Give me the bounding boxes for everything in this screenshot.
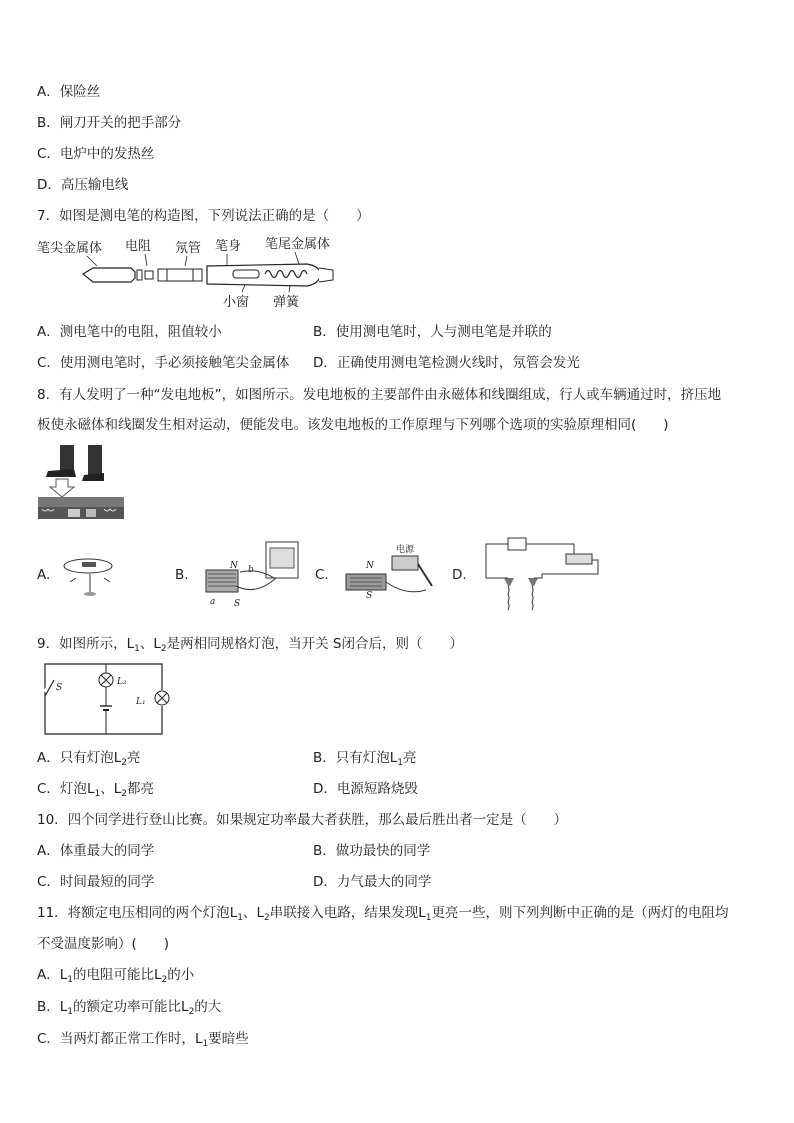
q9-circuit-diagram [40,662,170,736]
label-window: 小窗 [223,295,250,310]
q11-b-l2: L [181,999,189,1015]
q8-option-d: D. [452,567,467,583]
q11-c-l1: L [194,1031,203,1047]
q9-sub-2: 2 [160,644,167,654]
q11-sub1b: 1 [425,913,432,923]
q7-option-b: B．使用测电笔时，人与测电笔是并联的 [313,324,552,340]
q11-a-post: 的电阻可能比 [73,967,155,983]
q11-sub1: 1 [237,913,243,923]
q9-b-lamp-letter: L [389,750,398,766]
q9-c-post: 都亮 [126,781,154,797]
q10-option-c: C．时间最短的同学 [37,874,155,890]
q8-stem-line2: 板使永磁体和线圈发生相对运动，便能发电。该发电地板的工作原理与下列哪个选项的实验原理相同( ) [37,417,669,433]
test-pencil-figure [37,232,347,314]
q9-stem [37,635,463,658]
q11-b-sub2: 2 [188,1007,195,1017]
q9-a-pre: A．只有灯泡 [37,750,114,766]
fig-c-label-s: S [366,591,373,601]
circuit-label-l1: L₁ [136,697,146,707]
fig-b-label-n: N [230,561,238,571]
label-tail-metal: 笔尾金属体 [265,237,331,252]
q11-a-sub1: 1 [67,975,74,985]
generator-floor-figure [38,443,124,521]
q8-stem-line1: 8．有人发明了一种“发电地板”，如图所示。发电地板的主要部件由永磁体和线圈组成，行人或车辆通过时，挤压地 [37,387,722,403]
q8-figure-a [60,552,120,600]
q7-option-a: A．测电笔中的电阻，阻值较小 [37,324,222,340]
q9-c-sep: 、 [100,781,114,797]
q11-a-end: 的小 [167,967,195,983]
fig-b-label-b: b [248,565,254,575]
q9-sub-1: 1 [134,644,140,654]
q9-a-sub: 2 [121,758,128,768]
q11-c-sub1: 1 [202,1039,209,1049]
q9-b-bright: 亮 [403,750,417,766]
q9-a-bright: 亮 [127,750,141,766]
q6-option-a: A．保险丝 [37,84,101,100]
q9-option-d: D．电源短路烧毁 [313,781,418,797]
q10-option-a: A．体重最大的同学 [37,843,155,859]
q9-option-b [313,749,417,772]
q11-option-a [37,966,194,989]
q11-l1: L [229,905,238,921]
q9-stem-post: 是两相同规格灯泡，当开关 S闭合后，则（ ） [166,636,463,652]
q11-b-l1: L [59,999,68,1015]
q11-stem-line1 [37,904,728,927]
q11-l2: L [256,905,264,921]
q9-c-l1: L [86,781,95,797]
q11-option-c [37,1030,249,1053]
q9-b-pre: B．只有灯泡 [313,750,390,766]
fig-c-label-power: 电源 [396,545,415,555]
q11-l1b: L [418,905,426,921]
q8-option-b: B. [175,567,189,583]
circuit-label-l2: L₂ [117,677,127,687]
q11-a-l2: L [154,967,162,983]
q11-option-b [37,998,221,1021]
q11-b-sub1: 1 [67,1007,74,1017]
q9-b-sub: 1 [397,758,404,768]
q11-sep: 、 [242,905,257,921]
q6-option-c: C．电炉中的发热丝 [37,146,155,162]
q9-c-sub1: 1 [94,789,101,799]
q9-a-lamp-letter: L [113,750,122,766]
circuit-label-s: S [56,683,63,693]
q6-option-d: D．高压输电线 [37,177,129,193]
q9-option-c [37,780,154,803]
q11-b-end: 的大 [194,999,222,1015]
q11-b-post: 的额定功率可能比 [73,999,182,1015]
label-neon: 氖管 [175,241,202,256]
q11-stem-post: 更亮一些，则下列判断中正确的是（两灯的电阻均 [431,905,729,921]
q10-option-d: D．力气最大的同学 [313,874,432,890]
q11-stem-mid: 串联接入电路，结果发现 [269,905,419,921]
q6-option-b: B．闸刀开关的把手部分 [37,115,182,131]
q8-option-a: A. [37,567,51,583]
label-tip-metal: 笔尖金属体 [37,241,103,256]
q11-a-l1: L [59,967,68,983]
q8-figure-d [484,534,602,614]
q9-lamp-2-letter: L [153,636,161,652]
q8-option-c: C. [315,567,329,583]
q11-a-sub2: 2 [161,975,168,985]
q9-c-pre: C．灯泡 [37,781,87,797]
q11-b-prefix: B． [37,999,60,1015]
q9-c-l2: L [113,781,122,797]
q10-option-b: B．做功最快的同学 [313,843,431,859]
fig-b-label-a: a [210,597,216,607]
fig-c-label-n: N [366,561,374,571]
q9-option-a [37,749,141,772]
label-body: 笔身 [215,239,242,254]
fig-b-label-s: S [234,599,241,609]
q8-figure-b [196,538,306,610]
q8-figure-c [336,542,446,602]
q7-option-d: D．正确使用测电笔检测火线时，氖管会发光 [313,355,580,371]
q11-c-end: 要暗些 [208,1031,249,1047]
q9-stem-pre: 9．如图所示， [37,636,127,652]
q9-sep: 、 [139,636,154,652]
label-spring: 弹簧 [273,295,300,310]
q11-stem-pre: 11．将额定电压相同的两个灯泡 [37,905,230,921]
q9-lamp-1-letter: L [126,636,135,652]
q11-stem-line2: 不受温度影响）( ) [37,936,170,952]
q10-stem: 10．四个同学进行登山比赛。如果规定功率最大者获胜，那么最后胜出者一定是（ ） [37,812,568,828]
q7-option-c: C．使用测电笔时，手必须接触笔尖金属体 [37,355,290,371]
q11-a-prefix: A． [37,967,60,983]
label-resistor: 电阻 [125,239,152,254]
q9-c-sub2: 2 [121,789,127,799]
q11-sub2: 2 [263,913,270,923]
q7-stem: 7．如图是测电笔的构造图，下列说法正确的是（ ） [37,208,370,224]
q11-c-pre: C．当两灯都正常工作时， [37,1031,195,1047]
